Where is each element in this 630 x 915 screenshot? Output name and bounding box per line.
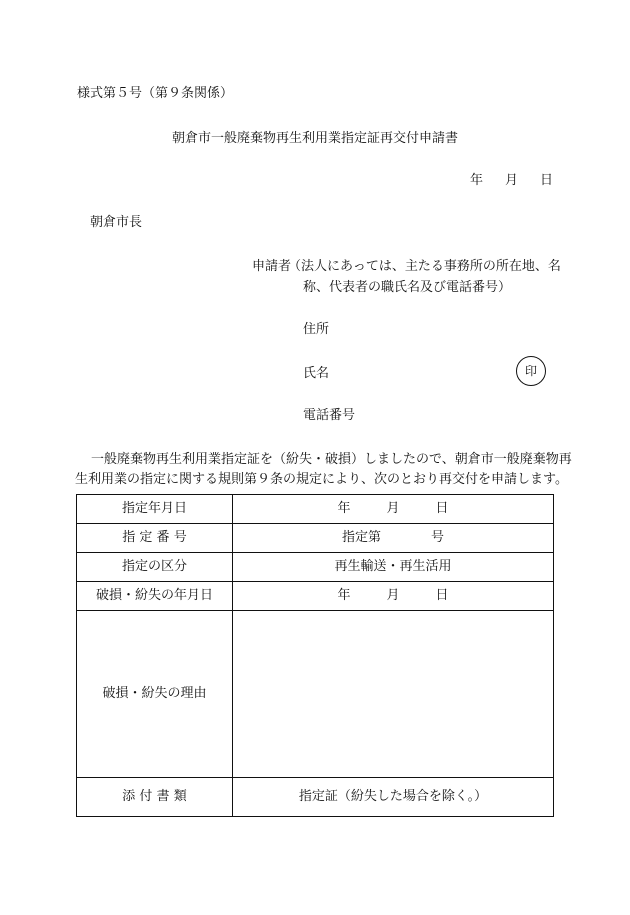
table-row xyxy=(77,524,554,553)
form-number: 様式第５号（第９条関係） xyxy=(77,86,234,101)
row-label-loss-reason: 破損・紛失の理由 xyxy=(77,611,233,778)
statement-line2: 生利用業の指定に関する規則第９条の規定により、次のとおり再交付を申請します。 xyxy=(75,472,568,487)
table-row xyxy=(77,553,554,582)
loss-date-value xyxy=(233,582,554,611)
table-row xyxy=(77,495,554,524)
row-label-loss-date: 破損・紛失の年月日 xyxy=(77,582,233,611)
table-row xyxy=(77,611,554,778)
applicant-note-line1: （法人にあっては、主たる事務所の所在地、名 xyxy=(288,259,561,274)
month-label: 月 xyxy=(386,501,400,517)
row-label-designation-date: 指定年月日 xyxy=(77,495,233,524)
designation-number-value xyxy=(233,524,554,553)
designation-date-value xyxy=(233,495,554,524)
applicant-label: 申請者 xyxy=(252,259,292,274)
document-title: 朝倉市一般廃棄物再生利用業指定証再交付申請書 xyxy=(171,131,458,146)
table-row xyxy=(77,582,554,611)
day-label: 日 xyxy=(435,501,449,517)
row-label-designation-category: 指定の区分 xyxy=(77,553,233,582)
attachments-value: 指定証（紛失した場合を除く。） xyxy=(233,778,554,817)
address-label: 住所 xyxy=(303,322,330,337)
addressee: 朝倉市長 xyxy=(90,215,143,230)
seal-mark: 印 xyxy=(516,356,546,386)
designation-category-value: 再生輸送・再生活用 xyxy=(233,553,554,582)
statement-line1: 一般廃棄物再生利用業指定証を（紛失・破損）しましたので、朝倉市一般廃棄物再 xyxy=(91,452,572,467)
table-row xyxy=(77,778,554,817)
number-suffix: 号 xyxy=(431,530,445,546)
date-year-label: 年 xyxy=(470,173,484,188)
loss-reason-value xyxy=(233,611,554,778)
applicant-note-line2: 称、代表者の職氏名及び電話番号） xyxy=(303,280,512,295)
application-date xyxy=(470,173,553,189)
details-table xyxy=(76,494,554,817)
date-day-label: 日 xyxy=(540,173,554,188)
number-prefix: 指定第 xyxy=(341,530,381,546)
row-label-attachments: 添 付 書 類 xyxy=(77,778,233,817)
year-label: 年 xyxy=(337,588,351,604)
name-label: 氏名 xyxy=(303,366,330,381)
month-label: 月 xyxy=(386,588,400,604)
date-month-label: 月 xyxy=(505,173,519,188)
row-label-designation-number: 指 定 番 号 xyxy=(77,524,233,553)
year-label: 年 xyxy=(337,501,351,517)
day-label: 日 xyxy=(435,588,449,604)
phone-label: 電話番号 xyxy=(303,408,356,423)
application-statement xyxy=(75,450,572,490)
